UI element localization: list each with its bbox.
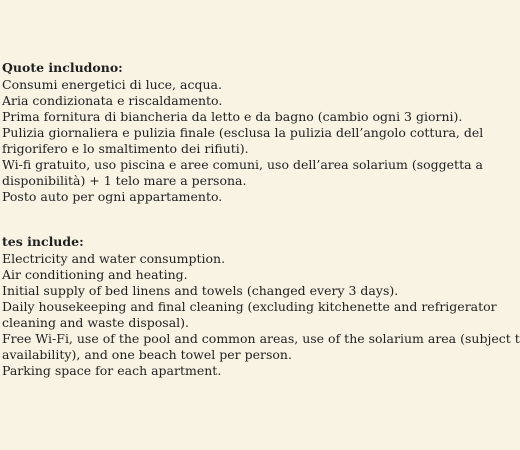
- italian-line: Wi-fi gratuito, uso piscina e aree comuni, uso dell’area solarium (soggetta a: [2, 157, 483, 172]
- italian-heading: Quote includono:: [2, 60, 123, 75]
- italian-line: disponibilità) + 1 telo mare a persona.: [2, 173, 247, 188]
- english-line: Electricity and water consumption.: [2, 251, 226, 266]
- italian-line: Pulizia giornaliera e pulizia finale (esclusa la pulizia dell’angolo cottura, del: [2, 125, 484, 140]
- english-line: Free Wi-Fi, use of the pool and common areas, use of the solarium area (subject t: [2, 331, 520, 346]
- english-line: availability), and one beach towel per person.: [2, 347, 292, 362]
- english-section: [2, 234, 520, 379]
- italian-line: Consumi energetici di luce, acqua.: [2, 77, 222, 92]
- english-line: cleaning and waste disposal).: [2, 315, 190, 330]
- english-line: Initial supply of bed linens and towels (changed every 3 days).: [2, 283, 399, 298]
- italian-line: Aria condizionata e riscaldamento.: [2, 93, 223, 108]
- english-line: Daily housekeeping and final cleaning (excluding kitchenette and refrigerator: [2, 299, 497, 314]
- english-line: Air conditioning and heating.: [2, 267, 188, 282]
- italian-section: [2, 60, 484, 205]
- english-line: Parking space for each apartment.: [2, 363, 222, 378]
- italian-line: Posto auto per ogni appartamento.: [2, 189, 223, 204]
- italian-line: Prima fornitura di biancheria da letto e da bagno (cambio ogni 3 giorni).: [2, 109, 463, 124]
- english-heading: tes include:: [2, 234, 84, 249]
- italian-line: frigorifero e lo smaltimento dei rifiuti).: [2, 141, 249, 156]
